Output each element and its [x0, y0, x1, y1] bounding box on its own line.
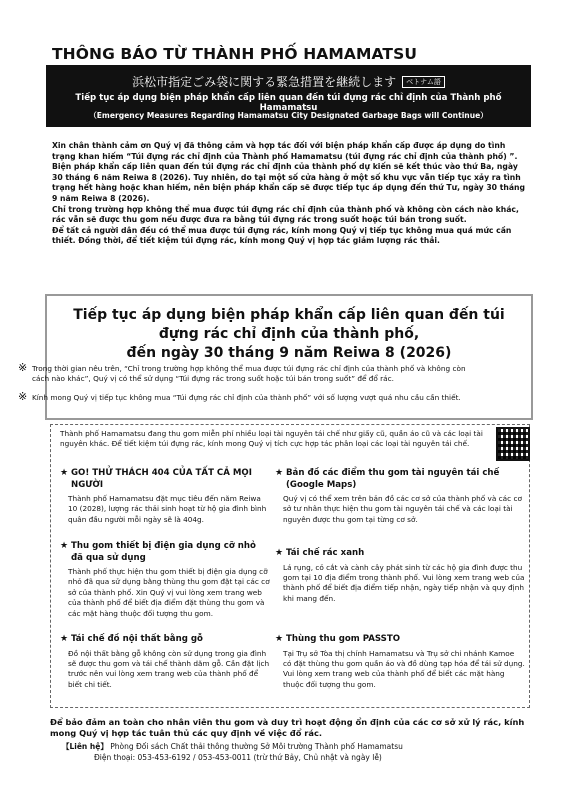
notice-title: Tiếp tục áp dụng biện pháp khẩn cấp liên quan đến túi đựng rác chỉ định của thành phố, đến ngày 30 tháng 9 năm Reiwa 8 (2026)	[73, 307, 505, 361]
note-mark: ※	[18, 390, 28, 403]
star-icon: ★	[275, 634, 284, 644]
section-body: Quý vị có thể xem trên bản đồ các cơ sở của thành phố và các cơ sở tư nhân thực hiện thu gom tài nguyên tái chế và các loại tài nguyên được thu gom tại từng cơ sở.	[283, 494, 522, 524]
star-icon: ★	[60, 541, 69, 551]
footer-notice: Để bảo đảm an toàn cho nhân viên thu gom và duy trì hoạt động ổn định của các cơ sở xử lý rác, kính mong Quý vị hợp tác tuân thủ các quy định về việc đổ rác.	[50, 717, 525, 739]
intro-text	[52, 141, 530, 247]
qr-code-icon	[496, 427, 530, 461]
section-body: Thành phố Hamamatsu đặt mục tiêu đến năm Reiwa 10 (2028), lượng rác thải sinh hoạt từ hộ gia đình bình quân đầu người mỗi ngày sẽ là 404g.	[68, 494, 267, 524]
intro-paragraph: Để tất cả người dân đều có thể mua được túi đựng rác, kính mong Quý vị tiếp tục không mua quá mức cần thiết. Đồng thời, để tiết kiệm túi đựng rác, kính mong Quý vị hợp tác giảm lượng rác thải.	[52, 225, 512, 246]
section-passto	[275, 634, 525, 690]
intro-paragraph: Biện pháp khẩn cấp liên quan đến túi đựng rác chỉ định của thành phố dự kiến sẽ kết thúc vào thứ Ba, ngày 30 tháng 6 năm Reiwa 8 (2026). Tuy nhiên, do tại một số cửa hàng ở một số khu vực vẫn tiếp tục xảy ra tình trạng hết hàng hoặc khan hiếm, nên biện pháp khẩn cấp sẽ được tiếp tục áp dụng đến thứ Tư, ngày 30 tháng 9 năm Reiwa 8 (2026).	[52, 162, 526, 203]
star-icon: ★	[275, 548, 284, 558]
section-small-appliances	[60, 541, 270, 619]
section-title: ★ Tái chế rác xanh	[275, 548, 365, 558]
notice-note: ※ Trong thời gian nêu trên, “Chỉ trong trường hợp không thể mua được túi đựng rác chỉ định của thành phố và không còn cách nào khác”, Quý vị có thể sử dụng “Túi đựng rác trong suốt hoặc túi bán trong suốt” để đổ rác.	[18, 361, 466, 383]
intro-paragraph: Xin chân thành cảm ơn Quý vị đã thông cảm và hợp tác đối với biện pháp khẩn cấp được áp dụng do tình trạng khan hiếm “Túi đựng rác chỉ định của Thành phố Hamamatsu (túi đựng rác chỉ định của thành phố) ”.	[52, 141, 518, 161]
star-icon: ★	[60, 468, 69, 478]
page-title: THÔNG BÁO TỪ THÀNH PHỐ HAMAMATSU	[52, 45, 418, 63]
japanese-title: 浜松市指定ごみ袋に関する緊急措置を継続します ベトナム語	[46, 73, 531, 90]
vietnamese-title: Tiếp tục áp dụng biện pháp khẩn cấp liên quan đến túi đựng rác chỉ định của Thành phố Hamamatsu	[75, 93, 502, 113]
contact-phone: Điện thoại: 053-453-6192 / 053-453-0011 (trừ thứ Bảy, Chủ nhật và ngày lễ)	[94, 753, 382, 762]
english-title: （Emergency Measures Regarding Hamamatsu City Designated Garbage Bags will Continue）	[89, 111, 488, 120]
notice-note: ※ Kính mong Quý vị tiếp tục không mua “Túi đựng rác chỉ định của thành phố” với số lượng vượt quá nhu cầu cần thiết.	[18, 390, 461, 403]
section-title: ★ Bản đồ các điểm thu gom tài nguyên tái chế (Google Maps)	[275, 468, 500, 490]
intro-paragraph: Chỉ trong trường hợp không thể mua được túi đựng rác chỉ định của thành phố và không còn cách nào khác, rác vẫn sẽ được thu gom nếu được đưa ra bằng túi đựng rác trong suốt hoặc túi bán trong suốt.	[52, 204, 519, 225]
contact-info	[62, 741, 403, 763]
section-body: Thành phố thực hiện thu gom thiết bị điện gia dụng cỡ nhỏ đã qua sử dụng bằng thùng thu gom đặt tại các cơ sở của thành phố. Xin Quý vị vui lòng xem trang web của thành phố để biết địa điểm đặt thùng thu gom và các mặt hàng thuộc đối tượng thu gom.	[68, 567, 270, 618]
star-icon: ★	[60, 634, 69, 644]
section-title: ★ Thùng thu gom PASSTO	[275, 634, 401, 644]
note-mark: ※	[18, 361, 28, 374]
language-badge: ベトナム語	[402, 76, 445, 88]
section-title: ★ GO! THỬ THÁCH 404 CỦA TẤT CẢ MỌI NGƯỜI	[60, 468, 252, 490]
section-body: Tại Trụ sở Tòa thị chính Hamamatsu và Trụ sở chi nhánh Kamoe có đặt thùng thu gom quần áo và đồ dùng tạp hóa để tái sử dụng. Vui lòng xem trang web của thành phố để biết các mặt hàng thuộc đối tượng thu gom.	[283, 648, 525, 689]
section-body: Đồ nội thất bằng gỗ không còn sử dụng trong gia đình sẽ được thu gom và tái chế thành dăm gỗ. Cần đặt lịch trước nên vui lòng xem trang web của thành phố để biết chi tiết.	[68, 648, 270, 689]
section-title: ★ Thu gom thiết bị điện gia dụng cỡ nhỏ đã qua sử dụng	[60, 541, 256, 563]
recycling-intro: Thành phố Hamamatsu đang thu gom miễn phí nhiều loại tài nguyên tái chế như giấy cũ, quần áo cũ và các loại tài nguyên khác. Để tiết kiệm túi đựng rác, kính mong Quý vị tích cực hợp tác phân loại các loại tài nguyên tái chế.	[60, 429, 483, 448]
contact-office: Phòng Đối sách Chất thải thông thường Sở Môi trường Thành phố Hamamatsu	[110, 742, 403, 751]
section-title: ★ Tái chế đồ nội thất bằng gỗ	[60, 634, 203, 644]
contact-label: 【Liên hệ】	[62, 742, 108, 751]
section-recycling-map	[275, 468, 525, 525]
section-green-waste	[275, 548, 525, 604]
star-icon: ★	[275, 468, 284, 478]
title-banner	[46, 65, 531, 127]
section-body: Lá rụng, cỏ cắt và cành cây phát sinh từ các hộ gia đình được thu gom tại 10 địa điểm trong thành phố. Vui lòng xem trang web của thành phố để biết địa điểm tiếp nhận, ngày tiếp nhận và quy định khi mang đến.	[283, 562, 525, 603]
section-go-challenge	[60, 468, 270, 525]
section-wood-furniture	[60, 634, 270, 690]
